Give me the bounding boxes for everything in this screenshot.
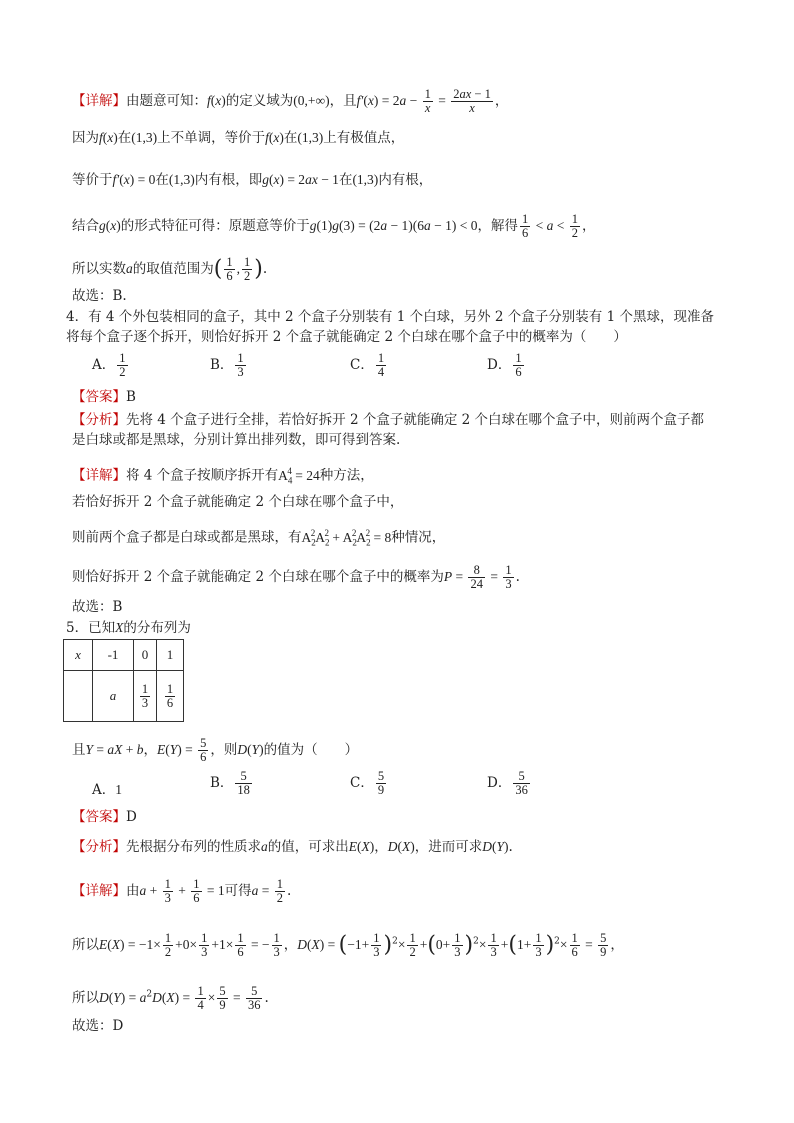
q5-choice: 故选：D bbox=[72, 1018, 124, 1034]
q5-option-b: B． $\frac{5}{18}$ bbox=[210, 769, 250, 797]
q4-answer: 【答案】B bbox=[72, 389, 136, 405]
q4-stem-line1: 4．有 4 个外包装相同的盒子，其中 2 个盒子分别装有 1 个白球，另外 2 个盒子分别装有 1 个黑球，现准备 bbox=[66, 309, 714, 325]
q4-option-d: D． $\frac{1}{6}$ bbox=[487, 351, 522, 379]
q5-stem: 5．已知X的分布列为 bbox=[66, 620, 191, 636]
q3-detail-line1: 【详解】由题意可知：f(x)的定义域为(0,+∞)，且f′(x) = 2a − $\frac{1}{x}$ = $\frac{2ax - 1}{x}$ ， bbox=[72, 87, 509, 115]
q3-detail-line5: 所以实数a的取值范围为( $\frac{1}{6}$ , $\frac{1}{2}$ ). bbox=[72, 255, 268, 283]
q5-answer: 【答案】D bbox=[72, 809, 137, 825]
q4-analysis-line2: 是白球或都是黑球，分别计算出排列数，即可得到答案. bbox=[72, 432, 401, 448]
q3-detail-line4: 结合g(x)的形式特征可得：原题意等价于g(1)g(3) = (2a − 1)(6a − 1) < 0，解得 $\frac{1}{6}$ < a < $\frac{1}{2}$ ， bbox=[72, 212, 596, 240]
q4-detail-line2: 若恰好拆开 2 个盒子就能确定 2 个白球在哪个盒子中， bbox=[72, 494, 404, 510]
q4-detail-line3: 则前两个盒子都是白球或都是黑球，有$A_2^2A_2^2 + A_2^2A_2^2 = 8$种情况， bbox=[72, 528, 446, 548]
q4-option-b: B． $\frac{1}{3}$ bbox=[210, 351, 244, 379]
q4-detail-line1: 【详解】将 4 个盒子按顺序拆开有$A_4^4 = 24$种方法， bbox=[72, 466, 374, 486]
q3-detail-line2: 因为f(x)在(1,3)上不单调，等价于f(x)在(1,3)上有极值点， bbox=[72, 130, 405, 146]
q5-option-d: D． $\frac{5}{36}$ bbox=[487, 769, 528, 797]
q3-detail-line3: 等价于f′(x) = 0在(1,3)内有根，即g(x) = 2ax − 1在(1,3)内有根， bbox=[72, 172, 433, 188]
q5-option-c: C． $\frac{5}{9}$ bbox=[350, 769, 385, 797]
q4-choice: 故选：B bbox=[72, 599, 123, 615]
table-row: x -1 0 1 bbox=[64, 640, 184, 671]
table-row: a $\frac{1}{3}$ $\frac{1}{6}$ bbox=[64, 671, 184, 722]
q4-analysis-line1: 【分析】先将 4 个盒子进行全排，若恰好拆开 2 个盒子就能确定 2 个白球在哪个盒子中，则前两个盒子都 bbox=[72, 412, 705, 428]
q5-detail-line1: 【详解】由a + $\frac{1}{3}$ + $\frac{1}{6}$ = 1可得a = $\frac{1}{2}$ . bbox=[72, 877, 292, 905]
q5-analysis: 【分析】先根据分布列的性质求a的值，可求出E(X)，D(X)，进而可求D(Y). bbox=[72, 839, 513, 855]
q4-detail-line4: 则恰好拆开 2 个盒子就能确定 2 个白球在哪个盒子中的概率为P = $\frac{8}{24}$ = $\frac{1}{3}$ . bbox=[72, 563, 520, 591]
distribution-table bbox=[63, 639, 184, 722]
q4-option-a: A． $\frac{1}{2}$ bbox=[92, 351, 126, 379]
q5-option-a: A．1 bbox=[92, 782, 122, 798]
q3-choice: 故选：B. bbox=[72, 288, 127, 304]
q5-condition: 且Y = aX + b，E(Y) = $\frac{5}{6}$ ，则D(Y)的值为（ ） bbox=[72, 736, 359, 764]
q4-stem-line2: 将每个盒子逐个拆开，则恰好拆开 2 个盒子就能确定 2 个白球在哪个盒子中的概率为（ ） bbox=[66, 329, 627, 345]
q4-option-c: C． $\frac{1}{4}$ bbox=[350, 351, 385, 379]
q5-detail-line2: 所以E(X) = −1× $\frac{1}{2}$ +0× $\frac{1}{3}$ +1× $\frac{1}{6}$ = − $\frac{1}{3}$ ，D(X) = (−1+ $\frac{1}{3}$ )$^2$× $\frac{1}{2}$ +(0+ $\frac{1}{3}$ )$^2$× $\frac{1}{3}$ +(1+ $\frac{1}{3}$ )$^2$× $\frac{1}{6}$ = $\frac{5}{9}$ ， bbox=[72, 931, 624, 959]
detail-label: 【详解】 bbox=[72, 93, 126, 109]
q5-detail-line3: 所以$D(Y) = a^2D(X)$ = $\frac{1}{4}$ × $\frac{5}{9}$ = $\frac{5}{36}$ . bbox=[72, 984, 269, 1012]
